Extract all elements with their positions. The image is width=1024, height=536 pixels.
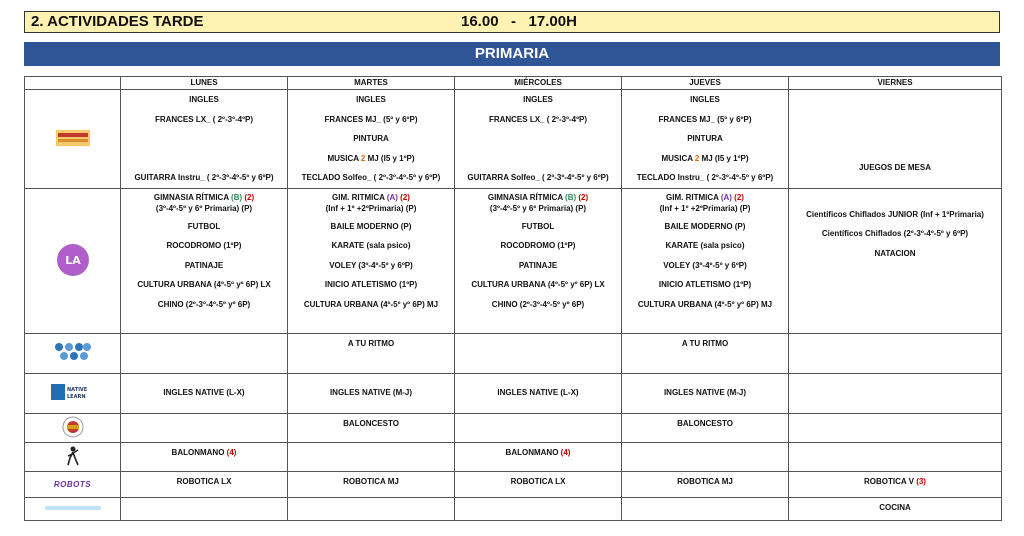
activity-item: GIM. RITMICA (A) (2) (Inf + 1º +2ºPrimaria) (P)	[325, 192, 417, 213]
activity-item: INGLES NATIVE (L-X)	[497, 388, 579, 398]
cell-miercoles	[455, 373, 622, 413]
cell-viernes	[789, 188, 1002, 333]
activity-item: GIM. RITMICA (A) (2) (Inf + 1º +2ºPrimaria) (P)	[659, 192, 751, 213]
logo-cell	[25, 442, 121, 471]
header-title: 2. ACTIVIDADES TARDE	[31, 13, 204, 30]
activity-item: TECLADO Solfeo_ ( 2º-3º-4º-5º y 6ºP)	[301, 173, 441, 182]
empty-line	[789, 119, 1001, 139]
activity-item: INGLES	[523, 95, 553, 104]
activity-item: FRANCES MJ_ (5º y 6ºP)	[324, 114, 418, 124]
activity-item: Científicos Chiflados JUNIOR (Inf + 1ºPrimaria)	[806, 209, 984, 219]
day-header-row	[25, 77, 1002, 90]
cell-viernes	[789, 90, 1002, 189]
header-bar	[24, 11, 1000, 33]
day-lunes: LUNES	[121, 77, 288, 90]
cell-viernes	[789, 471, 1002, 497]
section-banner: PRIMARIA	[24, 42, 1000, 66]
activity-item: PATINAJE	[518, 260, 558, 270]
activity-item: GUITARRA Solfeo_ ( 2º-3º-4º-5º y 6ºP)	[467, 173, 609, 182]
activity-item: ROCODROMO (1ºP)	[166, 241, 242, 250]
cell-lunes	[121, 497, 288, 520]
cell-jueves	[622, 333, 789, 373]
cocina-logo-icon	[43, 503, 103, 513]
activity-item: JUEGOS DE MESA	[858, 163, 931, 173]
cell-lunes	[121, 333, 288, 373]
activity-item: FUTBOL	[187, 221, 221, 231]
table-row	[25, 333, 1002, 373]
cell-jueves	[622, 442, 789, 471]
la-logo-icon	[56, 243, 90, 277]
cell-martes	[288, 90, 455, 189]
activity-item: COCINA	[879, 502, 911, 512]
activity-item: GIMNASIA RÍTMICA (B) (2) (3º-4º-5º y 6º Primaria) (P)	[487, 192, 589, 213]
cell-viernes	[789, 497, 1002, 520]
activity-item: VOLEY (3º-4º-5º y 6ºP)	[329, 260, 413, 270]
empty-line	[455, 129, 621, 149]
cell-jueves	[622, 188, 789, 333]
table-row	[25, 373, 1002, 413]
activity-item: Científicos Chiflados (2º-3º-4º-5º y 6ºP)	[821, 229, 969, 238]
cell-miercoles	[455, 497, 622, 520]
cell-lunes	[121, 471, 288, 497]
cell-viernes	[789, 442, 1002, 471]
cell-lunes	[121, 188, 288, 333]
activity-item: ROBOTICA MJ	[677, 476, 733, 486]
cell-jueves	[622, 413, 789, 442]
activity-item: ROBOTICA LX	[510, 476, 566, 486]
cell-martes	[288, 497, 455, 520]
corner-cell	[25, 77, 121, 90]
activity-item: PATINAJE	[184, 260, 224, 270]
activity-item: CHINO (2º-3º-4º-5º yº 6P)	[157, 299, 251, 309]
activity-item: FRANCES LX_ ( 2º-3º-4ºP)	[488, 114, 588, 124]
table-row	[25, 442, 1002, 471]
activity-item: MUSICA 2 MJ (I5 y 1ºP)	[327, 153, 415, 163]
cell-martes	[288, 188, 455, 333]
logo-cell	[25, 333, 121, 373]
activity-item: A TU RITMO	[681, 338, 729, 348]
activity-item: INGLES NATIVE (M-J)	[329, 388, 413, 398]
activity-item: ROCODROMO (1ºP)	[500, 241, 576, 250]
music-school-logo-icon	[56, 130, 90, 146]
empty-line	[121, 149, 287, 169]
robots-logo: ROBOTS	[53, 479, 92, 489]
activity-item: CHINO (2º-3º-4º-5º yº 6P)	[491, 299, 585, 309]
cell-martes	[288, 442, 455, 471]
activity-item: ROBOTICA MJ	[343, 476, 399, 486]
cell-miercoles	[455, 333, 622, 373]
cell-jueves	[622, 471, 789, 497]
logo-cell	[25, 188, 121, 333]
activity-item: INGLES NATIVE (M-J)	[663, 388, 747, 398]
cell-martes	[288, 333, 455, 373]
activity-item: A TU RITMO	[347, 338, 395, 348]
cell-lunes	[121, 413, 288, 442]
activity-item: INGLES	[356, 95, 386, 104]
day-viernes: VIERNES	[789, 77, 1002, 90]
cell-lunes	[121, 373, 288, 413]
activity-item: FUTBOL	[521, 221, 555, 231]
day-miercoles: MIÉRCOLES	[455, 77, 622, 90]
activity-item: GUITARRA Instru_ ( 2º-3º-4º-5º y 6ºP)	[134, 173, 274, 182]
activity-item: INGLES	[690, 95, 720, 104]
day-martes: MARTES	[288, 77, 455, 90]
activity-item: INICIO ATLETISMO (1ºP)	[324, 280, 418, 289]
activity-item: TECLADO Instru_ ( 2º-3º-4º-5º y 6ºP)	[636, 173, 774, 182]
activity-item: INICIO ATLETISMO (1ºP)	[658, 280, 752, 289]
cell-viernes	[789, 333, 1002, 373]
cell-miercoles	[455, 188, 622, 333]
header-time: 16.00 - 17.00H	[461, 13, 577, 30]
svg-text:LA: LA	[64, 253, 81, 267]
activity-item: ROBOTICA V (3)	[864, 476, 926, 486]
empty-line	[455, 149, 621, 169]
activity-item: NATACION	[874, 248, 916, 258]
logo-cell	[25, 413, 121, 442]
activity-item: ROBOTICA LX	[176, 476, 232, 486]
activity-item: KARATE (sala psico)	[665, 241, 745, 250]
activity-item: CULTURA URBANA (4º-5º yº 6P) LX	[471, 280, 605, 289]
activity-item: GIMNASIA RÍTMICA (B) (2) (3º-4º-5º y 6º Primaria) (P)	[153, 192, 255, 213]
cell-miercoles	[455, 413, 622, 442]
cell-miercoles	[455, 471, 622, 497]
activity-item: VOLEY (3º-4º-5º y 6ºP)	[663, 260, 747, 270]
logo-cell	[25, 373, 121, 413]
table-row	[25, 413, 1002, 442]
a-tu-ritmo-logo-icon	[53, 341, 93, 363]
activity-item: FRANCES LX_ ( 2º-3º-4ºP)	[154, 114, 254, 124]
cell-jueves	[622, 497, 789, 520]
basketball-club-logo-icon	[62, 416, 84, 438]
activity-item: PINTURA	[687, 134, 723, 143]
cell-lunes	[121, 90, 288, 189]
native-learn-logo-icon	[51, 382, 95, 402]
empty-line	[789, 139, 1001, 159]
table-row	[25, 188, 1002, 333]
cell-jueves	[622, 90, 789, 189]
activity-item: INGLES NATIVE (L-X)	[163, 388, 245, 398]
cell-jueves	[622, 373, 789, 413]
empty-line	[789, 100, 1001, 120]
activity-item: MUSICA 2 MJ (I5 y 1ºP)	[661, 153, 749, 163]
activity-item: BALONCESTO	[343, 418, 399, 428]
logo-cell	[25, 471, 121, 497]
cell-martes	[288, 471, 455, 497]
activity-item: BALONMANO (4)	[171, 447, 237, 457]
handball-player-icon	[66, 446, 80, 466]
cell-martes	[288, 413, 455, 442]
activity-item: INGLES	[189, 95, 219, 104]
schedule-table	[24, 76, 1002, 521]
cell-martes	[288, 373, 455, 413]
cell-viernes	[789, 413, 1002, 442]
svg-text:LEARN: LEARN	[66, 394, 86, 400]
activity-item: BALONMANO (4)	[505, 447, 571, 457]
cell-miercoles	[455, 90, 622, 189]
svg-text:NATIVE: NATIVE	[66, 387, 87, 393]
activity-item: BALONCESTO	[677, 418, 733, 428]
activity-item: PINTURA	[353, 134, 389, 143]
logo-cell	[25, 90, 121, 189]
activity-item: CULTURA URBANA (4º-5º yº 6P) MJ	[637, 299, 773, 309]
day-jueves: JUEVES	[622, 77, 789, 90]
cell-viernes	[789, 373, 1002, 413]
activity-item: BAILE MODERNO (P)	[330, 221, 412, 231]
cell-miercoles	[455, 442, 622, 471]
cell-lunes	[121, 442, 288, 471]
table-row	[25, 471, 1002, 497]
activity-item: KARATE (sala psico)	[331, 241, 411, 250]
activity-item: BAILE MODERNO (P)	[664, 221, 746, 231]
table-row	[25, 497, 1002, 520]
logo-cell	[25, 497, 121, 520]
activity-item: FRANCES MJ_ (5º y 6ºP)	[658, 114, 752, 124]
activity-item: CULTURA URBANA (4º-5º yº 6P) MJ	[303, 299, 439, 309]
table-row	[25, 90, 1002, 189]
activity-item: CULTURA URBANA (4º-5º yº 6P) LX	[137, 280, 271, 289]
empty-line	[121, 129, 287, 149]
